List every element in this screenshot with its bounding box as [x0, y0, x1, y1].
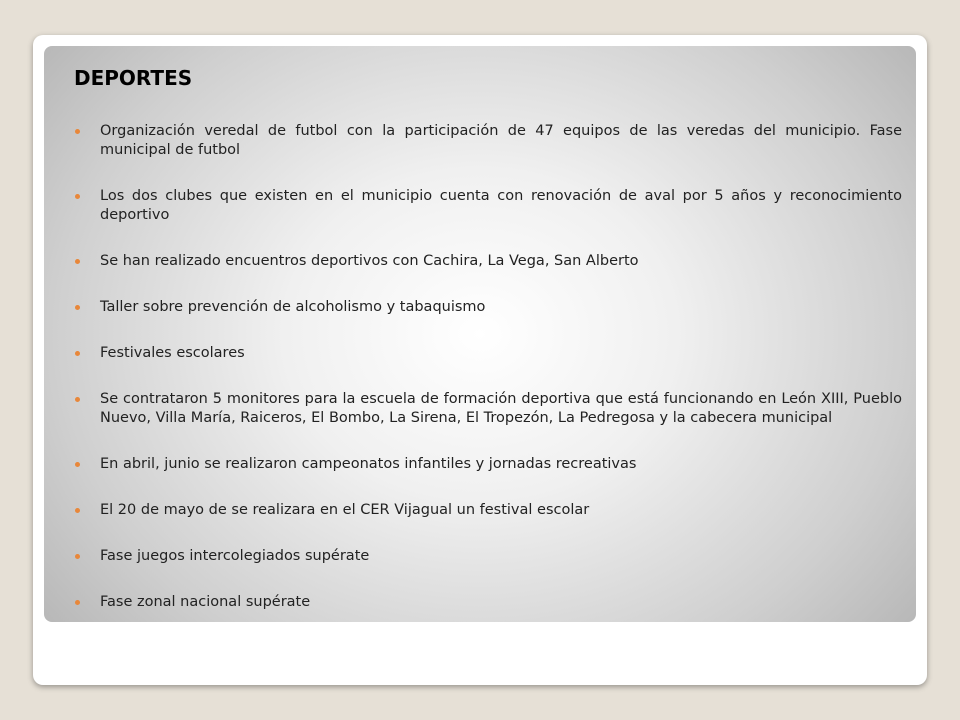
bullet-text: Organización veredal de futbol con la participación de 47 equipos de las veredas del municipio. Fase municipal de futbol — [100, 123, 902, 158]
bullet-dot-icon — [75, 305, 80, 310]
bullet-dot-icon — [75, 194, 80, 199]
bullet-dot-icon — [75, 397, 80, 402]
bullet-item — [74, 187, 902, 225]
bullet-text: Festivales escolares — [100, 345, 245, 361]
bullet-dot-icon — [75, 259, 80, 264]
content-panel — [44, 46, 916, 622]
bullet-list — [74, 122, 902, 622]
bullet-dot-icon — [75, 351, 80, 356]
bullet-text: El 20 de mayo de se realizara en el CER Vijagual un festival escolar — [100, 502, 590, 518]
bullet-text: Taller sobre prevención de alcoholismo y tabaquismo — [100, 299, 486, 315]
bullet-text: Los dos clubes que existen en el municipio cuenta con renovación de aval por 5 años y reconocimiento deportivo — [100, 188, 902, 223]
bullet-text: Fase zonal nacional supérate — [100, 594, 311, 610]
bullet-dot-icon — [75, 600, 80, 605]
bullet-text: Fase juegos intercolegiados supérate — [100, 548, 370, 564]
bullet-item — [74, 390, 902, 428]
bullet-item — [74, 501, 902, 520]
bullet-item — [74, 455, 902, 474]
bullet-text: Se han realizado encuentros deportivos con Cachira, La Vega, San Alberto — [100, 253, 639, 269]
bullet-text: En abril, junio se realizaron campeonatos infantiles y jornadas recreativas — [100, 456, 637, 472]
bullet-dot-icon — [75, 508, 80, 513]
bullet-item — [74, 344, 902, 363]
bullet-dot-icon — [75, 462, 80, 467]
bullet-item — [74, 252, 902, 271]
bullet-text: Se contrataron 5 monitores para la escuela de formación deportiva que está funcionando en León XIII, Pueblo Nuevo, Villa María, Raiceros, El Bombo, La Sirena, El Tropezón, La Pedregosa y la cabecera municipal — [100, 391, 902, 426]
bullet-item — [74, 298, 902, 317]
bullet-item — [74, 593, 902, 612]
bullet-dot-icon — [75, 554, 80, 559]
bullet-item — [74, 547, 902, 566]
slide-title: DEPORTES — [74, 66, 193, 90]
bullet-dot-icon — [75, 129, 80, 134]
bullet-item — [74, 122, 902, 160]
